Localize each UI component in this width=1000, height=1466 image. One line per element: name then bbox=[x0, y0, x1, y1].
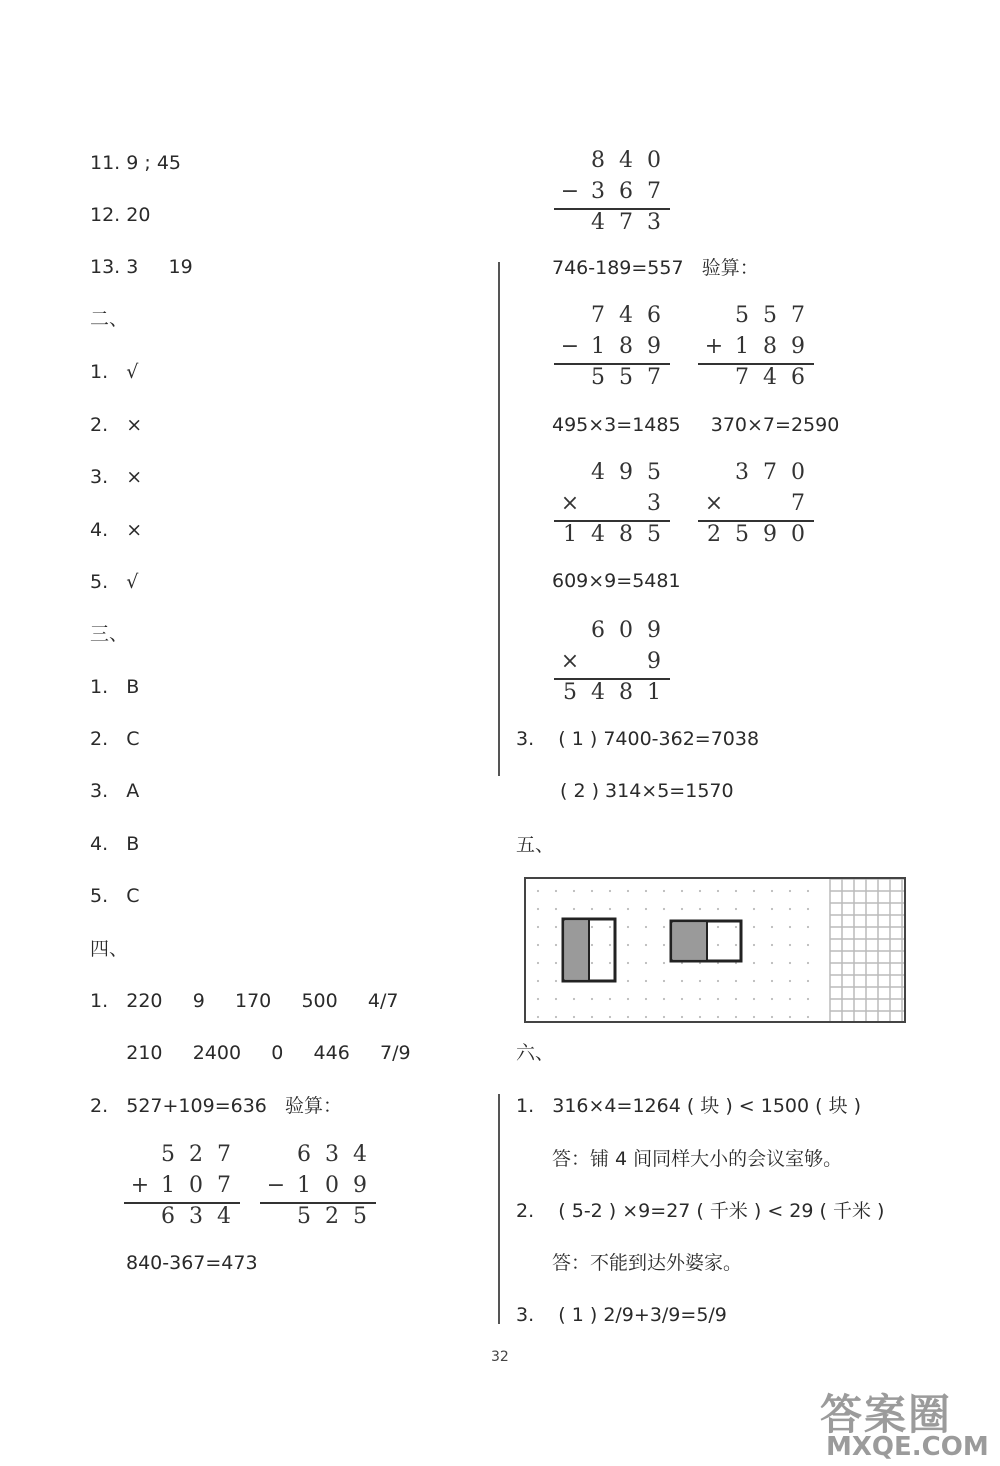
grid-dot bbox=[807, 890, 809, 892]
digit: 0 bbox=[619, 618, 633, 643]
answer-line: 840-367=473 bbox=[126, 1252, 258, 1274]
grid-dot bbox=[537, 926, 539, 928]
answer-line: 4. B bbox=[90, 833, 140, 855]
watermark-logo: 答案圈 bbox=[820, 1390, 953, 1439]
column-divider bbox=[498, 262, 500, 776]
answer-line: 5. C bbox=[90, 885, 140, 907]
operator-sign: − bbox=[560, 334, 580, 359]
grid-dot bbox=[609, 998, 611, 1000]
answer-line: 210 2400 0 446 7/9 bbox=[90, 1042, 411, 1064]
grid-dot bbox=[699, 980, 701, 982]
vertical-calc bbox=[556, 300, 668, 393]
watermark-url: MXQE.COM bbox=[826, 1432, 989, 1462]
digit: 9 bbox=[763, 522, 777, 547]
grid-dot bbox=[753, 1016, 755, 1018]
digit: 8 bbox=[619, 522, 633, 547]
digit: 6 bbox=[297, 1142, 311, 1167]
grid-dot bbox=[537, 962, 539, 964]
calc-operand-row bbox=[700, 331, 812, 362]
digit: 7 bbox=[763, 460, 777, 485]
grid-dot bbox=[753, 980, 755, 982]
grid-dot bbox=[537, 998, 539, 1000]
grid-dot bbox=[789, 908, 791, 910]
grid-dot bbox=[681, 890, 683, 892]
grid-dot bbox=[609, 926, 611, 928]
grid-dot bbox=[627, 962, 629, 964]
calc-result-row bbox=[262, 1201, 374, 1232]
digit: 4 bbox=[353, 1142, 367, 1167]
grid-dot bbox=[591, 1016, 593, 1018]
vertical-calc bbox=[700, 300, 812, 393]
grid-dot bbox=[771, 908, 773, 910]
vertical-calc bbox=[556, 145, 668, 238]
digit: 3 bbox=[647, 210, 661, 235]
shaded-part-left bbox=[565, 921, 589, 979]
digit: 6 bbox=[161, 1204, 175, 1229]
operator-sign: + bbox=[130, 1173, 150, 1198]
digit: 5 bbox=[647, 460, 661, 485]
calc-result-row bbox=[556, 677, 668, 708]
grid-dot bbox=[807, 962, 809, 964]
grid-dot bbox=[771, 980, 773, 982]
grid-dot bbox=[645, 890, 647, 892]
operator-sign: × bbox=[704, 491, 724, 516]
grid-dot bbox=[735, 1016, 737, 1018]
digit: 0 bbox=[189, 1173, 203, 1198]
grid-dot bbox=[681, 980, 683, 982]
grid-dot bbox=[555, 908, 557, 910]
calc-rule bbox=[554, 520, 670, 522]
grid-dot bbox=[555, 980, 557, 982]
calc-top-row bbox=[262, 1139, 374, 1170]
operator-sign: − bbox=[266, 1173, 286, 1198]
digit: 5 bbox=[619, 365, 633, 390]
digit: 9 bbox=[353, 1173, 367, 1198]
section-heading: 五、 bbox=[516, 834, 555, 856]
answer-line: 12. 20 bbox=[90, 204, 151, 226]
grid-dot bbox=[627, 998, 629, 1000]
grid-dot bbox=[753, 962, 755, 964]
answer-line: 5. √ bbox=[90, 571, 139, 593]
calc-result-row bbox=[556, 207, 668, 238]
grid-dot bbox=[753, 908, 755, 910]
vertical-calc bbox=[700, 457, 812, 550]
grid-dot bbox=[681, 908, 683, 910]
digit: 5 bbox=[297, 1204, 311, 1229]
digit: 5 bbox=[591, 365, 605, 390]
digit: 4 bbox=[591, 680, 605, 705]
grid-dot bbox=[537, 980, 539, 982]
section-heading: 三、 bbox=[90, 623, 129, 645]
grid-dot bbox=[573, 890, 575, 892]
grid-dot bbox=[663, 926, 665, 928]
calc-result-row bbox=[556, 362, 668, 393]
calc-top-row bbox=[556, 615, 668, 646]
answer-line: 2. ( 5-2 ) ×9=27 ( 千米 ) < 29 ( 千米 ) bbox=[516, 1200, 885, 1222]
column-divider bbox=[498, 1094, 500, 1324]
grid-dot bbox=[627, 890, 629, 892]
calc-result-row bbox=[126, 1201, 238, 1232]
answer-line: 746-189=557 验算： bbox=[552, 257, 759, 279]
digit: 9 bbox=[619, 460, 633, 485]
grid-dot bbox=[699, 998, 701, 1000]
grid-dot bbox=[753, 890, 755, 892]
calc-rule bbox=[698, 520, 814, 522]
grid-dot bbox=[663, 890, 665, 892]
operator-sign: × bbox=[560, 649, 580, 674]
grid-dot bbox=[537, 1016, 539, 1018]
digit: 8 bbox=[619, 334, 633, 359]
grid-dot bbox=[789, 962, 791, 964]
answer-line: 3. A bbox=[90, 780, 140, 802]
answer-line: 1. B bbox=[90, 676, 140, 698]
grid-dot bbox=[663, 944, 665, 946]
grid-dot bbox=[627, 926, 629, 928]
calc-operand-row bbox=[556, 646, 668, 677]
calc-top-row bbox=[126, 1139, 238, 1170]
grid-dot bbox=[591, 998, 593, 1000]
calc-operand-row bbox=[556, 176, 668, 207]
grid-dot bbox=[663, 1016, 665, 1018]
digit: 6 bbox=[619, 179, 633, 204]
digit: 4 bbox=[591, 522, 605, 547]
calc-result-row bbox=[700, 519, 812, 550]
digit: 1 bbox=[647, 680, 661, 705]
grid-dot bbox=[789, 944, 791, 946]
grid-dot bbox=[609, 1016, 611, 1018]
answer-line: 11. 9 ; 45 bbox=[90, 152, 182, 174]
answer-line: 495×3=1485 370×7=2590 bbox=[552, 414, 840, 436]
grid-dot bbox=[645, 980, 647, 982]
grid-dot bbox=[573, 908, 575, 910]
grid-dot bbox=[735, 998, 737, 1000]
digit: 7 bbox=[791, 303, 805, 328]
grid-dot bbox=[645, 998, 647, 1000]
grid-dot bbox=[537, 908, 539, 910]
grid-dot bbox=[753, 944, 755, 946]
digit: 4 bbox=[763, 365, 777, 390]
calc-top-row bbox=[700, 457, 812, 488]
grid-dot bbox=[645, 926, 647, 928]
digit: 7 bbox=[619, 210, 633, 235]
answer-line: ( 2 ) 314×5=1570 bbox=[560, 780, 734, 802]
grid-dot bbox=[789, 1016, 791, 1018]
digit: 6 bbox=[791, 365, 805, 390]
grid-dot bbox=[717, 998, 719, 1000]
grid-figure bbox=[524, 877, 906, 1023]
digit: 3 bbox=[325, 1142, 339, 1167]
digit: 2 bbox=[707, 522, 721, 547]
grid-dot bbox=[807, 926, 809, 928]
calc-rule bbox=[554, 678, 670, 680]
digit: 7 bbox=[735, 365, 749, 390]
grid-dot bbox=[591, 962, 593, 964]
digit: 5 bbox=[647, 522, 661, 547]
calc-operand-row bbox=[700, 488, 812, 519]
digit: 5 bbox=[735, 303, 749, 328]
answer-line: 2. C bbox=[90, 728, 140, 750]
digit: 5 bbox=[763, 303, 777, 328]
vertical-calc bbox=[126, 1139, 238, 1232]
grid-dot bbox=[735, 926, 737, 928]
calc-top-row bbox=[700, 300, 812, 331]
digit: 4 bbox=[619, 303, 633, 328]
grid-dot bbox=[717, 980, 719, 982]
digit: 8 bbox=[763, 334, 777, 359]
digit: 7 bbox=[791, 491, 805, 516]
answer-line: 1. 316×4=1264 ( 块 ) < 1500 ( 块 ) bbox=[516, 1095, 862, 1117]
grid-dot bbox=[663, 980, 665, 982]
digit: 4 bbox=[591, 210, 605, 235]
calc-top-row bbox=[556, 300, 668, 331]
grid-dot bbox=[753, 998, 755, 1000]
square-grid bbox=[830, 879, 904, 1021]
operator-sign: × bbox=[560, 491, 580, 516]
operator-sign: − bbox=[560, 179, 580, 204]
digit: 0 bbox=[325, 1173, 339, 1198]
grid-dot bbox=[699, 1016, 701, 1018]
digit: 5 bbox=[161, 1142, 175, 1167]
grid-dot bbox=[681, 998, 683, 1000]
section-heading: 二、 bbox=[90, 308, 129, 330]
grid-dot bbox=[771, 962, 773, 964]
grid-dot bbox=[699, 890, 701, 892]
answer-line: 答：铺 4 间同样大小的会议室够。 bbox=[552, 1148, 843, 1170]
grid-dot bbox=[753, 926, 755, 928]
grid-dot bbox=[573, 1016, 575, 1018]
grid-dot bbox=[591, 890, 593, 892]
grid-dot bbox=[771, 926, 773, 928]
vertical-calc bbox=[556, 457, 668, 550]
shaded-part-right bbox=[673, 923, 707, 959]
calc-operand-row bbox=[262, 1170, 374, 1201]
grid-dot bbox=[807, 1016, 809, 1018]
calc-result-row bbox=[556, 519, 668, 550]
grid-dot bbox=[663, 962, 665, 964]
digit: 7 bbox=[217, 1173, 231, 1198]
grid-dot bbox=[771, 1016, 773, 1018]
grid-drawing bbox=[526, 879, 904, 1021]
answer-line: 13. 3 19 bbox=[90, 256, 193, 278]
grid-dot bbox=[555, 944, 557, 946]
calc-operand-row bbox=[556, 331, 668, 362]
digit: 8 bbox=[591, 148, 605, 173]
digit: 8 bbox=[619, 680, 633, 705]
digit: 3 bbox=[735, 460, 749, 485]
grid-dot bbox=[699, 908, 701, 910]
grid-dot bbox=[609, 908, 611, 910]
calc-operand-row bbox=[556, 488, 668, 519]
grid-dot bbox=[735, 890, 737, 892]
digit: 9 bbox=[791, 334, 805, 359]
grid-dot bbox=[627, 980, 629, 982]
digit: 7 bbox=[647, 365, 661, 390]
digit: 2 bbox=[189, 1142, 203, 1167]
grid-dot bbox=[609, 890, 611, 892]
calc-rule bbox=[698, 363, 814, 365]
grid-dot bbox=[573, 998, 575, 1000]
digit: 1 bbox=[297, 1173, 311, 1198]
digit: 6 bbox=[647, 303, 661, 328]
grid-dot bbox=[555, 1016, 557, 1018]
digit: 5 bbox=[735, 522, 749, 547]
digit: 5 bbox=[353, 1204, 367, 1229]
grid-dot bbox=[717, 1016, 719, 1018]
grid-dot bbox=[555, 962, 557, 964]
digit: 1 bbox=[563, 522, 577, 547]
grid-dot bbox=[609, 944, 611, 946]
answer-line: 2. 527+109=636 验算： bbox=[90, 1095, 343, 1117]
page-number: 32 bbox=[491, 1349, 509, 1365]
grid-dot bbox=[609, 962, 611, 964]
grid-dot bbox=[663, 908, 665, 910]
grid-dot bbox=[807, 980, 809, 982]
grid-dot bbox=[555, 926, 557, 928]
digit: 0 bbox=[791, 522, 805, 547]
digit: 9 bbox=[647, 334, 661, 359]
digit: 9 bbox=[647, 649, 661, 674]
digit: 1 bbox=[161, 1173, 175, 1198]
digit: 3 bbox=[591, 179, 605, 204]
calc-top-row bbox=[556, 145, 668, 176]
digit: 5 bbox=[563, 680, 577, 705]
grid-dot bbox=[789, 890, 791, 892]
grid-dot bbox=[789, 998, 791, 1000]
digit: 4 bbox=[619, 148, 633, 173]
grid-dot bbox=[807, 998, 809, 1000]
grid-dot bbox=[771, 890, 773, 892]
grid-dot bbox=[591, 944, 593, 946]
answer-line: 答：不能到达外婆家。 bbox=[552, 1252, 743, 1274]
digit: 7 bbox=[217, 1142, 231, 1167]
grid-dot bbox=[645, 1016, 647, 1018]
digit: 6 bbox=[591, 618, 605, 643]
section-heading: 四、 bbox=[90, 938, 129, 960]
digit: 1 bbox=[591, 334, 605, 359]
grid-dot bbox=[645, 962, 647, 964]
grid-dot bbox=[717, 926, 719, 928]
answer-line: 2. × bbox=[90, 414, 143, 436]
vertical-calc bbox=[556, 615, 668, 708]
calc-result-row bbox=[700, 362, 812, 393]
grid-dot bbox=[627, 908, 629, 910]
grid-dot bbox=[735, 944, 737, 946]
section-heading: 六、 bbox=[516, 1042, 555, 1064]
answer-line: 1. √ bbox=[90, 361, 139, 383]
grid-dot bbox=[789, 926, 791, 928]
digit: 7 bbox=[647, 179, 661, 204]
digit: 3 bbox=[647, 491, 661, 516]
digit: 9 bbox=[647, 618, 661, 643]
calc-top-row bbox=[556, 457, 668, 488]
grid-dot bbox=[627, 944, 629, 946]
digit: 4 bbox=[217, 1204, 231, 1229]
answer-line: 4. × bbox=[90, 519, 143, 541]
digit: 7 bbox=[591, 303, 605, 328]
calc-rule bbox=[260, 1202, 376, 1204]
grid-dot bbox=[591, 908, 593, 910]
grid-dot bbox=[555, 890, 557, 892]
digit: 0 bbox=[647, 148, 661, 173]
grid-dot bbox=[537, 890, 539, 892]
calc-rule bbox=[554, 208, 670, 210]
grid-dot bbox=[681, 1016, 683, 1018]
grid-dot bbox=[717, 908, 719, 910]
calc-operand-row bbox=[126, 1170, 238, 1201]
answer-line: 1. 220 9 170 500 4/7 bbox=[90, 990, 399, 1012]
grid-dot bbox=[717, 890, 719, 892]
grid-dot bbox=[771, 998, 773, 1000]
grid-dot bbox=[537, 944, 539, 946]
grid-dot bbox=[807, 944, 809, 946]
grid-dot bbox=[807, 908, 809, 910]
answer-line: 3. ( 1 ) 7400-362=7038 bbox=[516, 728, 760, 750]
operator-sign: + bbox=[704, 334, 724, 359]
digit: 4 bbox=[591, 460, 605, 485]
digit: 1 bbox=[735, 334, 749, 359]
digit: 2 bbox=[325, 1204, 339, 1229]
grid-dot bbox=[735, 980, 737, 982]
grid-dot bbox=[645, 908, 647, 910]
grid-dot bbox=[591, 926, 593, 928]
answer-line: 609×9=5481 bbox=[552, 570, 681, 592]
grid-dot bbox=[645, 944, 647, 946]
vertical-calc bbox=[262, 1139, 374, 1232]
answer-line: 3. ( 1 ) 2/9+3/9=5/9 bbox=[516, 1304, 727, 1326]
grid-dot bbox=[771, 944, 773, 946]
calc-rule bbox=[554, 363, 670, 365]
answer-line: 3. × bbox=[90, 466, 143, 488]
grid-dot bbox=[717, 944, 719, 946]
calc-rule bbox=[124, 1202, 240, 1204]
digit: 3 bbox=[189, 1204, 203, 1229]
grid-dot bbox=[627, 1016, 629, 1018]
grid-dot bbox=[789, 980, 791, 982]
grid-dot bbox=[663, 998, 665, 1000]
grid-dot bbox=[555, 998, 557, 1000]
digit: 0 bbox=[791, 460, 805, 485]
grid-dot bbox=[735, 908, 737, 910]
